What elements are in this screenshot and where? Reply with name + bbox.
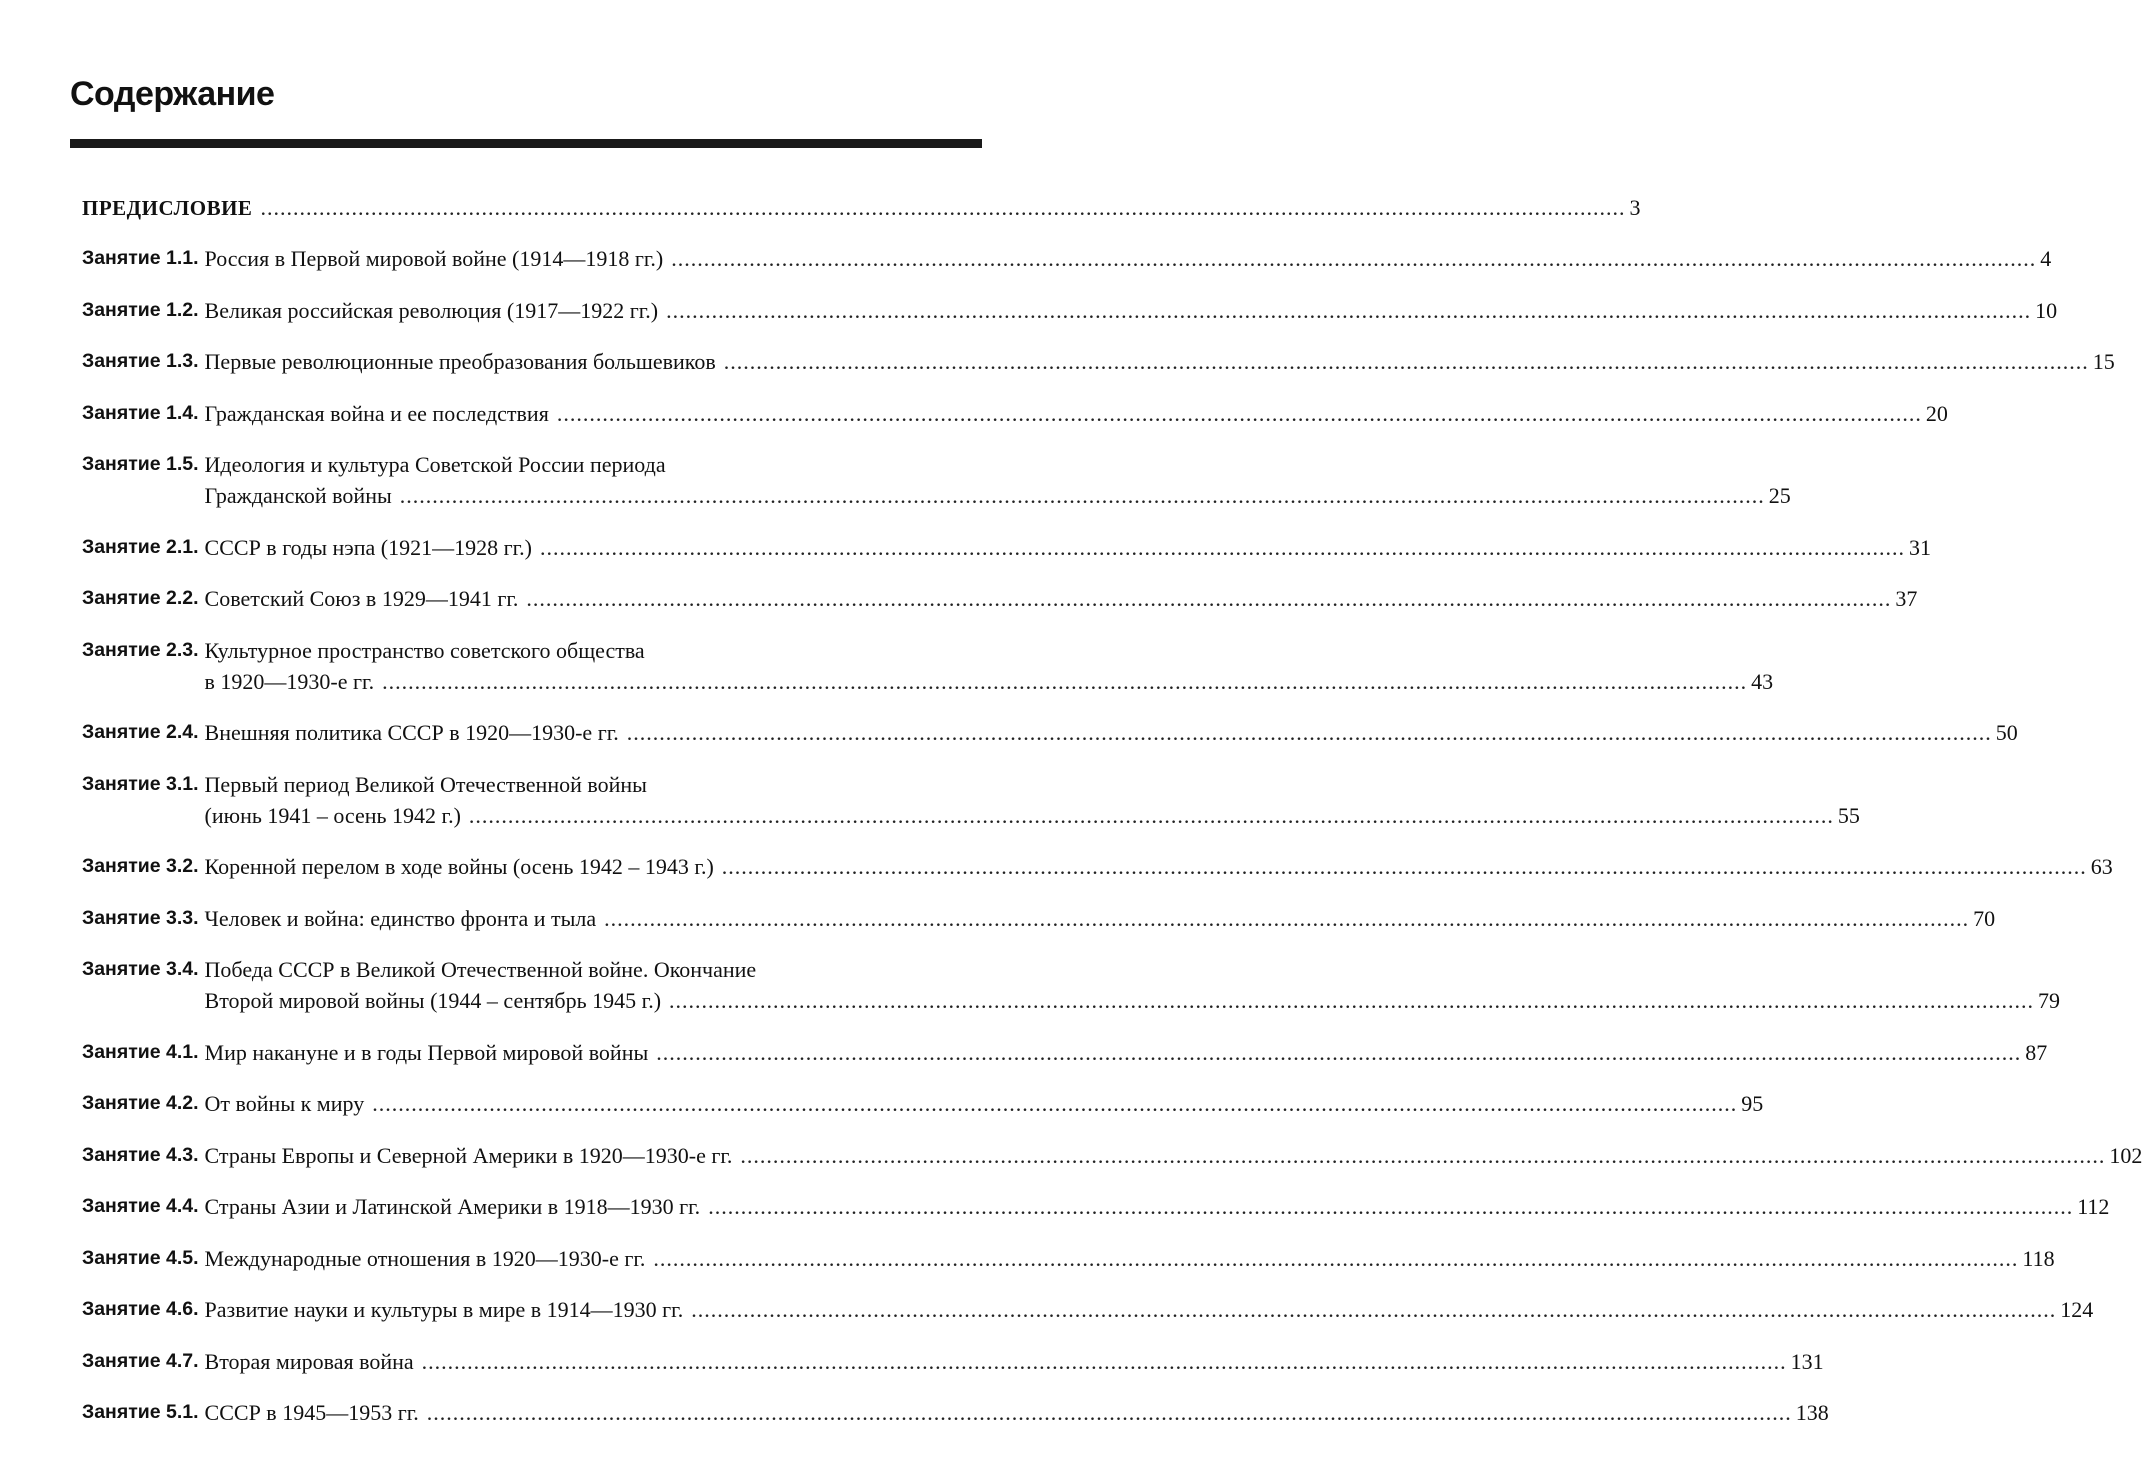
toc-entry[interactable]	[82, 346, 2115, 377]
dot-leader	[540, 532, 1905, 563]
toc-entry-title: Человек и война: единство фронта и тыла	[204, 905, 597, 931]
toc-entry-label: Занятие 1.3.	[82, 350, 199, 372]
dot-leader	[691, 1294, 2056, 1325]
toc-entry-body	[82, 192, 1640, 224]
dot-leader	[604, 903, 1969, 934]
toc-entry-title: Россия в Первой мировой войне (1914—1918 гг.)	[204, 246, 664, 271]
toc-entry-page-number: 95	[1741, 1091, 1764, 1116]
toc-entry-page-number: 124	[2060, 1297, 2094, 1322]
toc-entry-page-number: 70	[1973, 905, 1996, 931]
toc-entry-title: Страны Азии и Латинской Америки в 1918—1930 гг.	[204, 1194, 701, 1219]
dot-leader	[557, 398, 1922, 429]
toc-entry-page-number: 50	[1995, 720, 2018, 745]
toc-entry[interactable]	[82, 583, 1918, 614]
toc-entry-body	[199, 635, 1774, 697]
toc-entry[interactable]	[82, 851, 2113, 882]
dot-leader	[427, 1397, 1792, 1428]
toc-entry-body	[199, 1037, 2048, 1068]
toc-entry-label: Занятие 1.4.	[82, 401, 199, 424]
toc-entry-body	[199, 243, 2052, 274]
toc-entry-page-number: 10	[2035, 297, 2058, 323]
toc-entry-title: Страны Европы и Северной Америки в 1920—1930-е гг.	[204, 1142, 733, 1168]
toc-entry-last-line	[205, 666, 1774, 697]
toc-entry-label: Занятие 4.5.	[82, 1246, 199, 1269]
toc-entry-body	[199, 717, 2018, 748]
toc-entry-page-number: 15	[2092, 349, 2115, 374]
toc-entry-title: Второй мировой войны (1944 – сентябрь 1945 г.)	[204, 988, 662, 1013]
toc-entry[interactable]	[82, 192, 1641, 224]
toc-entry-page-number: 25	[1768, 483, 1791, 508]
toc-entry-title-line1: Первый период Великой Отечественной войны	[204, 771, 647, 797]
toc-entry-label: Занятие 2.4.	[82, 721, 199, 743]
toc-entry[interactable]	[82, 1294, 2094, 1325]
toc-entry-page-number: 37	[1895, 586, 1918, 611]
dot-leader	[656, 1037, 2021, 1068]
toc-entry-last-line	[205, 1294, 2094, 1325]
toc-entry-label: Занятие 4.4.	[82, 1195, 199, 1217]
toc-entry-last-line	[205, 1243, 2055, 1274]
dot-leader	[740, 1140, 2105, 1171]
toc-entry-title: (июнь 1941 – осень 1942 г.)	[204, 802, 461, 828]
toc-entry-last-line	[205, 532, 1931, 563]
toc-entry[interactable]	[82, 1397, 1829, 1428]
toc-entry-label: Занятие 4.6.	[82, 1298, 199, 1320]
toc-entry[interactable]	[82, 717, 2018, 748]
dot-leader	[653, 1243, 2018, 1274]
toc-entry-body	[199, 1294, 2094, 1325]
toc-entry-page-number: 43	[1751, 668, 1774, 694]
dot-leader	[722, 851, 2087, 882]
dot-leader	[724, 346, 2089, 377]
dot-leader	[469, 800, 1834, 831]
toc-entry-body	[199, 1191, 2110, 1222]
toc-entry-last-line	[205, 295, 2058, 326]
toc-entry-label: Занятие 2.1.	[82, 535, 199, 558]
toc-entry-page-number: 87	[2025, 1039, 2048, 1065]
toc-entry-label: ПРЕДИСЛОВИЕ	[82, 196, 253, 220]
dot-leader	[400, 480, 1765, 511]
toc-entry[interactable]	[82, 243, 2052, 274]
toc-entry-last-line	[205, 1037, 2048, 1068]
dot-leader	[669, 985, 2034, 1016]
toc-entry-body	[199, 851, 2113, 882]
toc-entry[interactable]	[82, 635, 1774, 697]
toc-entry-last-line	[205, 1088, 1764, 1119]
toc-entry-body	[199, 449, 1791, 511]
toc-entry-page-number: 20	[1925, 400, 1948, 426]
toc-entry-title: в 1920—1930-е гг.	[204, 668, 375, 694]
title-rule	[70, 139, 982, 148]
toc-entry[interactable]	[82, 1088, 1764, 1119]
toc-entry-title-line1: Культурное пространство советского общества	[204, 637, 645, 663]
toc-entry-last-line	[205, 1140, 2142, 1171]
toc-entry[interactable]	[82, 1346, 1824, 1377]
toc-entry-page-number: 112	[2077, 1194, 2110, 1219]
toc-entry-body	[199, 398, 1948, 429]
toc-entry-body	[199, 1346, 1824, 1377]
toc-entry-body	[199, 532, 1931, 563]
toc-entry-title: Гражданской войны	[204, 483, 392, 508]
toc-entry[interactable]	[82, 1191, 2110, 1222]
toc-entry-title: Советский Союз в 1929—1941 гг.	[204, 586, 519, 611]
toc-entry-label: Занятие 3.1.	[82, 772, 199, 795]
toc-entry-label: Занятие 3.3.	[82, 906, 199, 929]
toc-entry-title: Вторая мировая война	[204, 1348, 414, 1374]
toc-entry-page-number: 31	[1908, 534, 1931, 560]
toc-entry-page-number: 102	[2109, 1142, 2142, 1168]
toc-entry-last-line	[82, 192, 1640, 224]
toc-entry-last-line	[205, 1346, 1824, 1377]
toc-entry-body	[199, 954, 2060, 1016]
dot-leader	[372, 1088, 1737, 1119]
dot-leader	[708, 1191, 2073, 1222]
toc-entry-title: Развитие науки и культуры в мире в 1914—1930 гг.	[204, 1297, 684, 1322]
toc-entry-page-number: 63	[2090, 854, 2113, 879]
toc-entry[interactable]	[82, 295, 2058, 326]
toc-entry-last-line	[205, 398, 1948, 429]
toc-entry[interactable]	[82, 903, 1996, 934]
toc-entry-label: Занятие 1.1.	[82, 247, 199, 269]
toc-entry-body	[199, 769, 1860, 831]
dot-leader	[260, 192, 1625, 223]
toc-entry-page-number: 138	[1795, 1400, 1829, 1425]
toc-entry-label: Занятие 1.2.	[82, 298, 199, 321]
toc-entry-label: Занятие 4.3.	[82, 1143, 199, 1166]
toc-entry[interactable]	[82, 769, 1860, 831]
toc-entry-label: Занятие 4.2.	[82, 1092, 199, 1114]
toc-entry-page-number: 118	[2022, 1245, 2055, 1271]
toc-entry[interactable]	[82, 1037, 2048, 1068]
toc-entry-body	[199, 1088, 1764, 1119]
toc-entry-label: Занятие 3.4.	[82, 958, 199, 980]
toc-entry-label: Занятие 5.1.	[82, 1401, 199, 1423]
toc-entry-last-line	[205, 243, 2052, 274]
toc-entry-body	[199, 1243, 2055, 1274]
toc-entry-last-line	[205, 800, 1860, 831]
toc-entry-last-line	[205, 903, 1996, 934]
toc-entry-title-line1: Победа СССР в Великой Отечественной войне. Окончание	[204, 957, 757, 982]
toc-entry-body	[199, 295, 2058, 326]
toc-entry-title: Гражданская война и ее последствия	[204, 400, 549, 426]
toc-entry-body	[199, 1140, 2142, 1171]
toc-entry-last-line	[205, 717, 2018, 748]
dot-leader	[671, 243, 2036, 274]
toc-entry-title-line1: Идеология и культура Советской России периода	[204, 452, 666, 477]
dot-leader	[666, 295, 2031, 326]
toc-entry-body	[199, 583, 1918, 614]
toc-entry-label: Занятие 1.5.	[82, 453, 199, 475]
toc-entry-title: СССР в годы нэпа (1921—1928 гг.)	[204, 534, 532, 560]
toc-entry[interactable]	[82, 532, 1931, 563]
dot-leader	[627, 717, 1992, 748]
toc-entry-title: Мир накануне и в годы Первой мировой войны	[204, 1039, 649, 1065]
toc-entry-label: Занятие 4.1.	[82, 1040, 199, 1063]
toc-entry-title: Коренной перелом в ходе войны (осень 1942 – 1943 г.)	[204, 854, 714, 879]
toc-entry-label: Занятие 3.2.	[82, 855, 199, 877]
toc-entry-body	[199, 346, 2115, 377]
toc-entry-last-line	[205, 1397, 1829, 1428]
dot-leader	[382, 666, 1747, 697]
toc-entry-last-line	[205, 583, 1918, 614]
dot-leader	[526, 583, 1891, 614]
toc-entry-page-number: 4	[2040, 246, 2052, 271]
toc-entry-label: Занятие 2.3.	[82, 638, 199, 661]
toc-entry[interactable]	[82, 1243, 2055, 1274]
toc-entry[interactable]	[82, 1140, 2142, 1171]
toc-entry-label: Занятие 4.7.	[82, 1349, 199, 1372]
toc-entry-title: Великая российская революция (1917—1922 гг.)	[204, 297, 659, 323]
toc-entry-label: Занятие 2.2.	[82, 587, 199, 609]
toc-entry-body	[199, 1397, 1829, 1428]
toc-entry[interactable]	[82, 954, 2061, 1016]
toc-entry-last-line	[205, 1191, 2110, 1222]
toc-entry-last-line	[205, 480, 1791, 511]
toc-entry-title: Внешняя политика СССР в 1920—1930-е гг.	[204, 720, 619, 745]
toc-entry-last-line	[205, 851, 2113, 882]
toc-entry-last-line	[205, 985, 2060, 1016]
toc-entry-title: От войны к миру	[204, 1091, 365, 1116]
toc-entry[interactable]	[82, 449, 1791, 511]
table-of-contents	[82, 192, 2142, 1449]
toc-entry-title: Международные отношения в 1920—1930-е гг.	[204, 1245, 646, 1271]
toc-entry-page-number: 55	[1837, 802, 1860, 828]
toc-entry-title: Первые революционные преобразования большевиков	[204, 349, 716, 374]
toc-entry-title: СССР в 1945—1953 гг.	[204, 1400, 419, 1425]
toc-entry-last-line	[205, 346, 2115, 377]
toc-entry[interactable]	[82, 398, 1948, 429]
dot-leader	[422, 1346, 1787, 1377]
toc-entry-page-number: 3	[1629, 195, 1641, 220]
toc-entry-page-number: 131	[1790, 1348, 1824, 1374]
toc-entry-page-number: 79	[2038, 988, 2061, 1013]
page-title: Содержание	[70, 75, 275, 113]
toc-entry-body	[199, 903, 1996, 934]
